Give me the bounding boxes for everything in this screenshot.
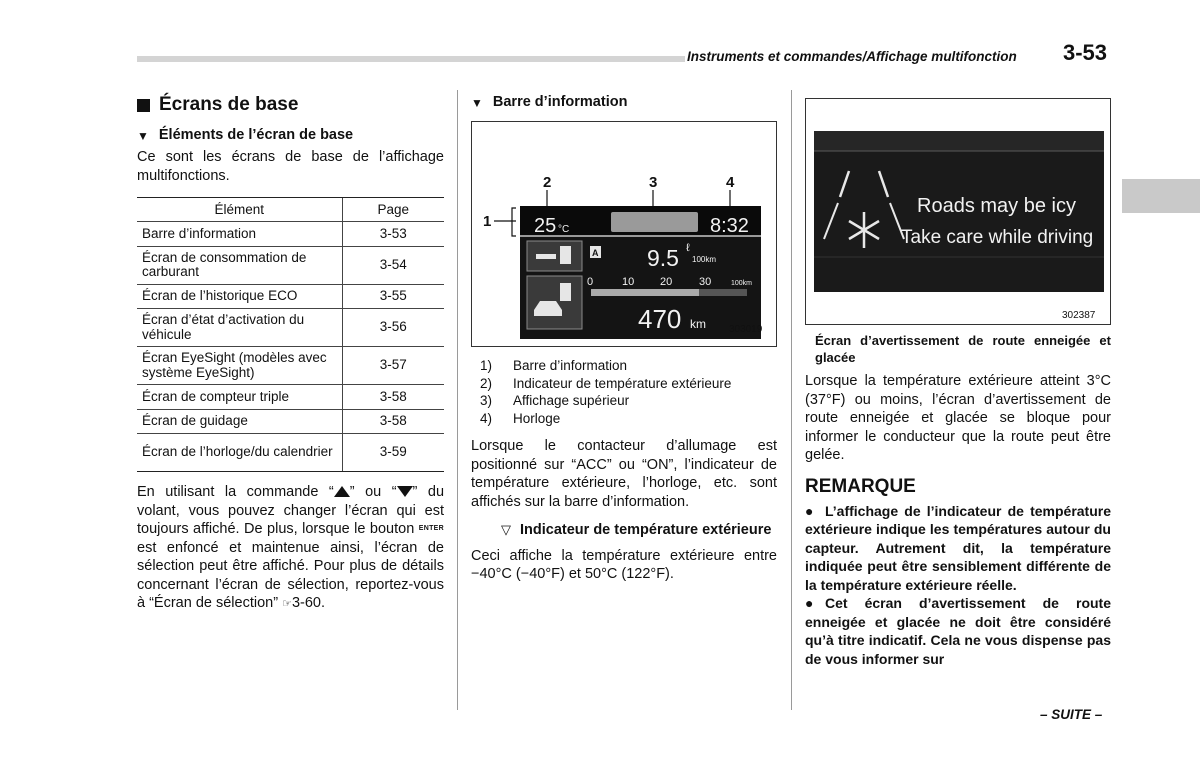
- fuel-pump-icon: [560, 283, 571, 301]
- table-row: [137, 222, 444, 247]
- subsection-heading: ▼ Barre d’information: [471, 94, 628, 110]
- table-row: [137, 347, 444, 385]
- table-row: [137, 385, 444, 410]
- table-header-page: Page: [342, 198, 444, 222]
- table-cell-element: Écran de guidage: [137, 409, 342, 434]
- list-item: 1) Barre d’information: [480, 358, 628, 373]
- callout-list: [471, 357, 777, 427]
- info-bar-paragraph: Lorsque le contacteur d’allumage est positionné sur “ACC” ou “ON”, l’indicateur de température extérieure, l’horloge, etc. sont affichés sur la barre d’information.: [471, 438, 777, 510]
- switch-paragraph: En utilisant la commande “ ” ou “ ” du volant, vous pouvez changer l’écran qui est toujours affiché. De plus, lorsque le bouton ENTER est enfoncé et maintenue ainsi, l’écran de sélection peut être affiché. Pour plus de détails concernant l’écran de sélection, reportez-vous à “Écran de sélection” ☞3-60.: [137, 484, 445, 612]
- subsubsection-heading: ▽ Indicateur de température extérieure: [501, 522, 772, 538]
- remark-item: ● L’affichage de l’indicateur de température extérieure indique les températures autour du capteur. Autrement dit, la température indiquée peut être sensiblement différente de la température extérieure réelle.: [805, 502, 1111, 593]
- list-item: 2) Indicateur de température extérieure: [480, 375, 732, 391]
- list-item: 3) Affichage supérieur: [480, 393, 630, 408]
- arrow-up-icon: [334, 486, 350, 497]
- enter-button-icon: ENTER: [418, 525, 444, 532]
- table-header-element: Élément: [137, 198, 342, 222]
- scale-tick: 20: [660, 276, 673, 288]
- scale-tick: 10: [622, 276, 635, 288]
- figure-id: 303019: [729, 324, 763, 335]
- scale-tick: 30: [699, 276, 712, 288]
- elements-table: [137, 197, 444, 472]
- column-2: [471, 94, 777, 584]
- table-cell-element: Écran EyeSight (modèles avec système EyeSight): [137, 347, 342, 385]
- table-row: [137, 409, 444, 434]
- triangle-outline-icon: ▽: [501, 522, 511, 537]
- table-cell-element: Écran de l’historique ECO: [137, 284, 342, 309]
- callout-4: 4: [726, 174, 735, 191]
- callout-2: 2: [543, 174, 552, 191]
- clock-value: 8:32: [710, 215, 749, 237]
- warning-paragraph: Lorsque la température extérieure atteint 3°C (37°F) ou moins, l’écran d’avertissement de route enneigée et glacée se bloque pour informer le conducteur que la route peut être gelée.: [805, 373, 1111, 463]
- list-item: 4) Horloge: [480, 410, 561, 426]
- continued-footer: – SUITE –: [1040, 707, 1103, 722]
- svg-text:A: A: [592, 248, 599, 258]
- table-cell-element: Écran d’état d’activation du véhicule: [137, 309, 342, 347]
- triangle-down-icon: ▼: [137, 129, 149, 143]
- table-cell-element: Écran de l’horloge/du calendrier: [137, 434, 342, 472]
- scale-unit: 100km: [731, 280, 753, 287]
- subsection-heading: ▼ Éléments de l’écran de base: [137, 127, 354, 143]
- figure-caption: Écran d’avertissement de route enneigée et glacée: [815, 333, 1111, 365]
- table-row: [137, 434, 444, 472]
- temperature-unit: °C: [558, 224, 570, 235]
- table-cell-page: 3-58: [342, 385, 444, 410]
- section-title: Instruments et commandes/Affichage multifonction: [687, 49, 1017, 64]
- triangle-down-icon: ▼: [471, 96, 483, 110]
- table-row: [137, 284, 444, 309]
- svg-text:ℓ: ℓ: [686, 242, 690, 254]
- section-heading: Écrans de base: [137, 94, 444, 116]
- column-1: [137, 94, 444, 614]
- warning-line-1: Roads may be icy: [917, 195, 1076, 217]
- reference-page: 3-60.: [291, 595, 326, 612]
- table-cell-page: 3-55: [342, 284, 444, 309]
- range-value: 470: [638, 304, 682, 334]
- fuel-pump-icon: [560, 246, 571, 264]
- column-divider: [457, 90, 458, 710]
- information-bar-figure: [471, 121, 777, 347]
- warning-line-2: Take care while driving: [901, 227, 1094, 248]
- intro-paragraph: Ce sont les écrans de base de l’affichage multifonctions.: [137, 149, 444, 184]
- table-cell-element: Barre d’information: [137, 222, 342, 247]
- scale-tick: 0: [587, 276, 594, 288]
- table-cell-page: 3-57: [342, 347, 444, 385]
- bullet-icon: ●: [805, 502, 814, 519]
- square-bullet-icon: [137, 99, 150, 112]
- remark-heading: REMARQUE: [805, 475, 916, 497]
- arrow-down-icon: [397, 486, 413, 497]
- figure-id: 302387: [1062, 310, 1096, 321]
- icy-road-warning-illustration: [806, 99, 1110, 324]
- information-bar-illustration: [472, 122, 776, 346]
- temperature-value: 25: [534, 215, 557, 237]
- fuel-consumption-unit: 100km: [692, 255, 717, 264]
- callout-1: 1: [483, 213, 492, 230]
- table-cell-page: 3-56: [342, 309, 444, 347]
- chapter-tab: [1122, 179, 1200, 213]
- table-cell-page: 3-54: [342, 246, 444, 284]
- table-cell-page: 3-59: [342, 434, 444, 472]
- bullet-icon: ●: [805, 595, 814, 611]
- table-row: [137, 246, 444, 284]
- column-3: [805, 98, 1111, 668]
- temperature-paragraph: Ceci affiche la température extérieure entre −40°C (−40°F) et 50°C (122°F).: [471, 547, 777, 582]
- column-divider: [791, 90, 792, 710]
- table-cell-element: Écran de compteur triple: [137, 385, 342, 410]
- icy-road-warning-figure: [805, 98, 1111, 325]
- table-cell-page: 3-53: [342, 222, 444, 247]
- callout-3: 3: [649, 174, 658, 191]
- table-cell-page: 3-58: [342, 409, 444, 434]
- reference-icon: ☞: [282, 598, 292, 611]
- range-unit: km: [690, 317, 706, 331]
- page-number: 3-53: [1063, 40, 1108, 65]
- header-rule: [137, 56, 685, 62]
- fuel-consumption-value: 9.5: [647, 245, 679, 271]
- table-cell-element: Écran de consommation de carburant: [137, 246, 342, 284]
- remark-item: ● Cet écran d’avertissement de route enneigée et glacée ne doit être considéré qu’à titre indicatif. Cela ne vous dispense pas de vous informer sur: [805, 595, 1111, 667]
- table-row: [137, 309, 444, 347]
